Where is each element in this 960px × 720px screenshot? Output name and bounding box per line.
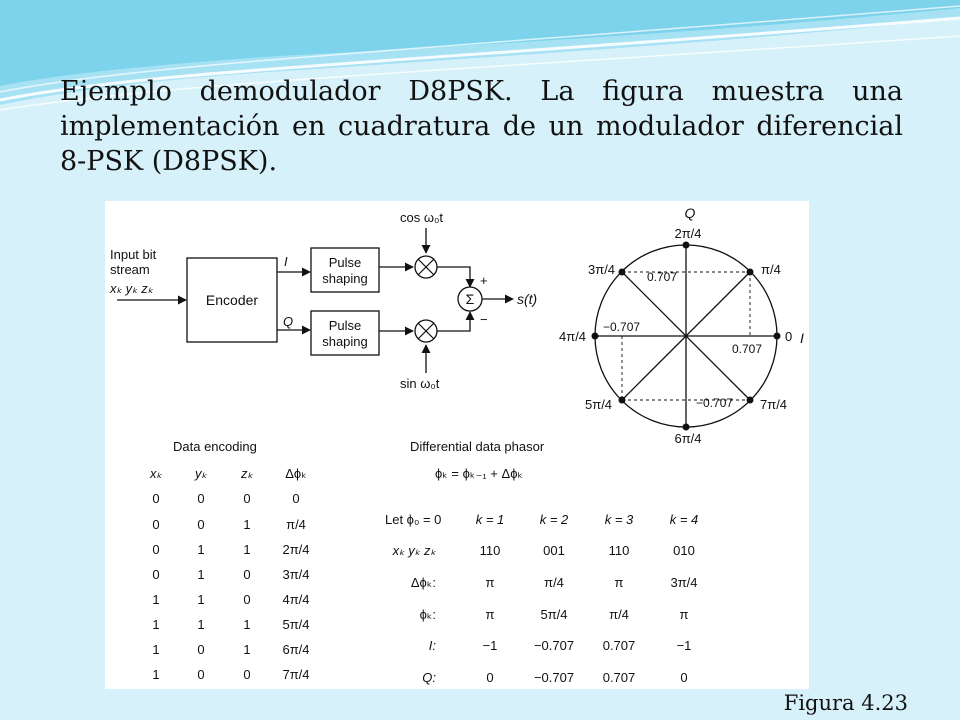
constellation [559,205,804,446]
input-label-line2: stream [110,262,150,277]
row-label: ϕₖ: [419,607,436,622]
cell: 010 [673,543,695,558]
table-row [420,607,689,622]
encoder-label: Encoder [205,292,259,308]
cell: 1 [152,592,160,607]
table-row [152,517,306,532]
cell: 6π/4 [282,642,310,657]
value-top: 0.707 [647,270,678,284]
cell: π/4 [609,607,629,622]
figure-svg [105,201,809,689]
figure-panel [105,201,809,689]
phase-label-3pi4: 3π/4 [588,262,616,277]
phase-label-2pi4: 2π/4 [674,226,702,241]
row-label: Δϕₖ: [410,575,436,590]
cell: 0 [243,667,251,682]
pulse-i-line1: Pulse [328,255,362,270]
table-row [392,543,695,558]
phasor-header-k1: k = 1 [475,512,505,527]
cell: π [485,575,495,590]
table-row [152,491,299,506]
cell: 0 [152,542,160,557]
cell: 0.707 [602,670,636,685]
pulse-q-line1: Pulse [328,318,362,333]
cell: 1 [243,517,251,532]
plus-sign: + [480,273,488,288]
cell: 1 [197,617,205,632]
cell: π [485,607,495,622]
table-row [152,592,309,607]
cell: 7π/4 [282,667,310,682]
cell: 1 [197,567,205,582]
output-label: s(t) [517,291,538,307]
figure-caption: Figura 4.23 [783,691,908,715]
cell: 110 [479,543,501,558]
phasor-header-let: Let ϕ₀ = 0 [385,512,442,527]
cell: 0 [197,491,205,506]
minus-sign: − [480,312,488,327]
table-row [152,617,309,632]
pulse-i-line2: shaping [322,271,368,286]
cell: 0 [197,642,205,657]
cell: 5π/4 [282,617,310,632]
phasor-title: Differential data phasor [410,439,545,454]
table-row [152,567,309,582]
value-bottom: −0.707 [696,396,734,410]
sigma-symbol: Σ [465,291,475,307]
cell: π/4 [286,517,306,532]
cell: 0 [292,491,300,506]
cell: 3π/4 [670,575,698,590]
phasor-header-k2: k = 2 [539,512,569,527]
table-row [152,667,309,682]
enc-header-xk: xₖ [149,466,163,481]
i-axis-label: I [800,330,804,346]
i-to-sum [437,267,470,287]
cell: −1 [676,638,692,653]
sin-carrier-label: sin ω₀t [400,376,440,391]
cos-carrier-label: cos ω₀t [400,210,443,225]
cell: 0 [152,517,160,532]
cell: 1 [152,642,160,657]
cell: 3π/4 [282,567,310,582]
row-label: xₖ yₖ zₖ [392,543,436,558]
phase-label-pi4: π/4 [761,262,781,277]
phase-label-0: 0 [785,329,793,344]
table-row [411,575,698,590]
q-branch-label: Q [283,314,294,329]
phase-label-7pi4: 7π/4 [760,397,788,412]
i-branch-label: I [284,254,288,269]
table-row [152,542,309,557]
cell: 1 [197,592,205,607]
q-to-sum [437,312,470,331]
slide-title: Ejemplo demodulador D8PSK. La figura muestra una implementación en cuadratura de un modulador diferencial 8-PSK (D8PSK). [60,76,903,177]
cell: 1 [243,542,251,557]
row-label: Q: [422,670,436,685]
cell: 0.707 [602,638,636,653]
value-left: −0.707 [603,320,641,334]
cell: 0 [243,491,251,506]
cell: 0 [197,667,205,682]
pulse-q-line2: shaping [322,334,368,349]
multiplier-q-icon [415,320,437,342]
phasor-header-k4: k = 4 [669,512,699,527]
phase-label-4pi4: 4π/4 [559,329,587,344]
table-row [152,642,309,657]
row-label: I: [428,638,436,653]
cell: 0 [243,592,251,607]
cell: 1 [197,542,205,557]
input-label-line1: Input bit [110,247,157,262]
cell: 110 [608,543,630,558]
phasor-table [385,439,698,685]
cell: 1 [152,667,160,682]
enc-header-dphi: Δϕₖ [285,466,307,481]
block-diagram [109,210,537,391]
multiplier-i-icon [415,256,437,278]
phasor-header-k3: k = 3 [604,512,634,527]
phase-label-6pi4: 6π/4 [674,431,702,446]
enc-header-yk: yₖ [194,466,208,481]
cell: 0 [197,517,205,532]
q-axis-label: Q [684,205,696,221]
data-encoding-table [149,439,310,682]
phase-label-5pi4: 5π/4 [585,397,613,412]
cell: 0 [680,670,688,685]
table-row [429,638,692,653]
cell: 0 [152,567,160,582]
cell: 2π/4 [282,542,310,557]
encoding-title: Data encoding [173,439,257,454]
cell: −0.707 [533,670,575,685]
cell: −0.707 [533,638,575,653]
cell: 001 [543,543,565,558]
cell: 0 [152,491,160,506]
cell: 1 [243,642,251,657]
value-right: 0.707 [732,342,763,356]
cell: 4π/4 [282,592,310,607]
cell: −1 [482,638,498,653]
input-bits-label: xₖ yₖ zₖ [110,281,154,296]
cell: π/4 [544,575,564,590]
phasor-formula: ϕₖ = ϕₖ₋₁ + Δϕₖ [435,466,524,481]
cell: 5π/4 [540,607,568,622]
enc-header-zk: zₖ [240,466,254,481]
cell: π [614,575,624,590]
table-row [422,670,687,685]
phasor-header-row [385,512,698,527]
cell: 0 [486,670,494,685]
cell: 1 [152,617,160,632]
cell: π [679,607,689,622]
cell: 0 [243,567,251,582]
cell: 1 [243,617,251,632]
